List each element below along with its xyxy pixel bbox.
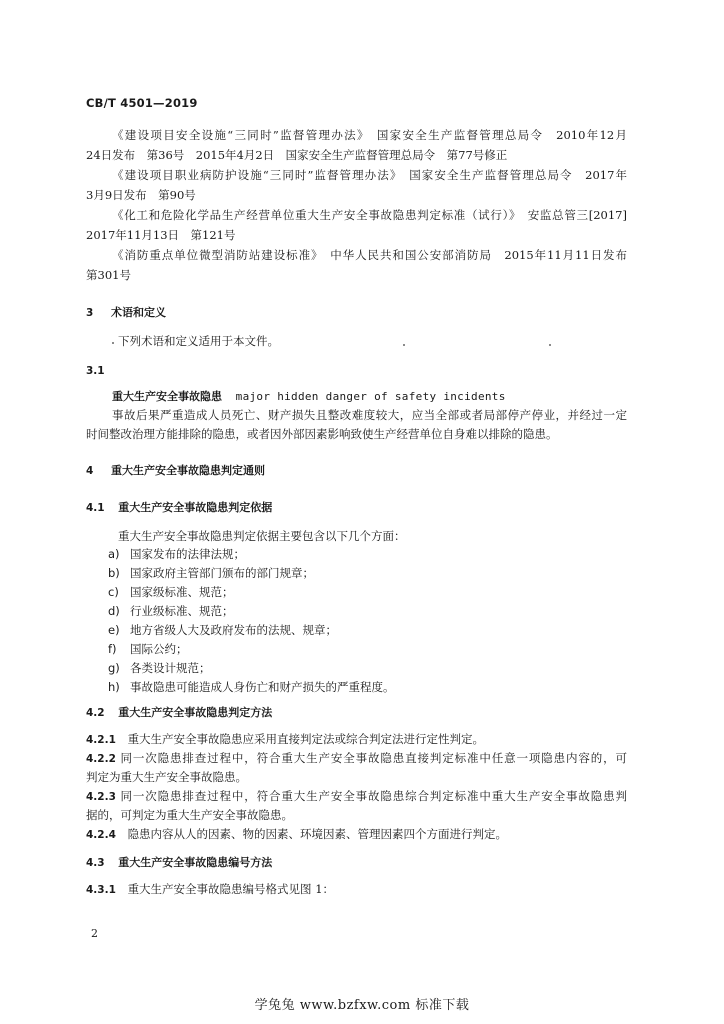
- list-item: [108, 583, 234, 602]
- clause-4-2-2-number: 4.2.2: [86, 753, 116, 765]
- clause-4-2-3-line1: [86, 787, 627, 807]
- list-text: 国家发布的法律法规；: [130, 547, 245, 561]
- clause-4-2-4: [86, 825, 507, 845]
- scan-speck: [549, 344, 551, 346]
- clause-4-3-1-number: 4.3.1: [86, 884, 116, 896]
- list-text: 国际公约；: [130, 642, 188, 656]
- term-english: major hidden danger of safety incidents: [235, 390, 506, 403]
- clause-4-2-3-text: 同一次隐患排查过程中，符合重大生产安全事故隐患综合判定标准中重大生产安全事故隐患判: [120, 789, 628, 803]
- section-4-heading: [86, 461, 265, 481]
- section-3-number: 3: [86, 307, 94, 319]
- list-marker: f): [108, 642, 117, 656]
- list-item: [108, 678, 395, 697]
- page-number: 2: [91, 927, 98, 940]
- section-3-title: 术语和定义: [110, 306, 166, 319]
- list-item: [108, 545, 245, 564]
- reference-1-line2: 24日发布 第36号 2015年4月2日 国家安全生产监督管理总局令 第77号修正: [86, 148, 508, 162]
- footer-watermark[interactable]: 学兔兔 www.bzfxw.com 标准下载: [254, 998, 470, 1013]
- standard-code: CB/T 4501—2019: [86, 96, 198, 110]
- list-text: 国家政府主管部门颁布的部门规章；: [130, 566, 314, 580]
- list-text: 国家级标准、规范；: [130, 585, 234, 599]
- list-marker: a): [108, 547, 120, 561]
- section-4-1-intro: 重大生产安全事故隐患判定依据主要包含以下几个方面：: [118, 529, 406, 543]
- term-definition-line1: 事故后果严重造成人员死亡、财产损失且整改难度较大，应当全部或者局部停产停业，并经过一定: [112, 408, 627, 422]
- section-4-1-title: 重大生产安全事故隐患判定依据: [118, 501, 273, 514]
- list-marker: b): [108, 566, 120, 580]
- section-4-2-number: 4.2: [86, 707, 105, 719]
- section-4-2-title: 重大生产安全事故隐患判定方法: [118, 706, 273, 719]
- scan-speck: [403, 344, 405, 346]
- clause-4-2-4-number: 4.2.4: [86, 829, 116, 841]
- list-marker: d): [108, 604, 120, 618]
- reference-1-line1: 《建设项目安全设施“三同时”监督管理办法》 国家安全生产监督管理总局令 2010年12月: [112, 128, 627, 142]
- list-marker: e): [108, 623, 120, 637]
- section-4-3-title: 重大生产安全事故隐患编号方法: [118, 856, 273, 869]
- term-heading: [112, 387, 506, 406]
- section-4-3-number: 4.3: [86, 857, 105, 869]
- list-marker: h): [108, 680, 120, 694]
- list-marker: g): [108, 661, 120, 675]
- list-item: [108, 659, 211, 678]
- clause-4-2-3-number: 4.2.3: [86, 791, 116, 803]
- clause-4-3-1-text: 重大生产安全事故隐患编号格式见图 1：: [127, 882, 335, 896]
- reference-4-line2: 第301号: [86, 268, 131, 282]
- reference-3-line2: 2017年11月13日 第121号: [86, 228, 236, 242]
- clause-4-2-3-line2: 据的，可判定为重大生产安全事故隐患。: [86, 808, 293, 822]
- reference-4-line1: 《消防重点单位微型消防站建设标准》 中华人民共和国公安部消防局 2015年11月11日发布: [112, 248, 627, 262]
- clause-4-2-2-line1: [86, 749, 627, 769]
- clause-4-2-4-text: 隐患内容从人的因素、物的因素、环境因素、管理因素四个方面进行判定。: [127, 827, 508, 841]
- clause-4-2-1-text: 重大生产安全事故隐患应采用直接判定法或综合判定法进行定性判定。: [127, 732, 485, 746]
- section-4-number: 4: [86, 465, 94, 477]
- clause-4-2-2-text: 同一次隐患排查过程中，符合重大生产安全事故隐患直接判定标准中任意一项隐患内容的，可: [120, 751, 628, 765]
- list-text: 地方省级人大及政府发布的法规、规章；: [130, 623, 337, 637]
- section-4-title: 重大生产安全事故隐患判定通则: [110, 464, 265, 477]
- section-3-heading: [86, 303, 166, 323]
- clause-4-3-1: [86, 880, 334, 900]
- section-4-2-heading: [86, 703, 272, 723]
- section-4-1-number: 4.1: [86, 502, 105, 514]
- list-item: [108, 621, 337, 640]
- reference-2-line2: 3月9日发布 第90号: [86, 188, 196, 202]
- clause-4-2-2-line2: 判定为重大生产安全事故隐患。: [86, 770, 247, 784]
- list-text: 行业级标准、规范；: [130, 604, 234, 618]
- section-4-1-heading: [86, 498, 272, 518]
- list-item: [108, 602, 234, 621]
- term-number: 3.1: [86, 365, 105, 377]
- list-item: [108, 564, 314, 583]
- list-text: 各类设计规范；: [130, 661, 211, 675]
- clause-4-2-1-number: 4.2.1: [86, 734, 116, 746]
- list-item: [108, 640, 188, 659]
- list-marker: c): [108, 585, 119, 599]
- section-3-intro: 下列术语和定义适用于本文件。: [118, 334, 279, 348]
- scan-speck: [112, 342, 114, 344]
- list-text: 事故隐患可能造成人身伤亡和财产损失的严重程度。: [130, 680, 395, 694]
- section-4-3-heading: [86, 853, 272, 873]
- term-definition-line2: 时间整改治理方能排除的隐患，或者因外部因素影响致使生产经营单位自身难以排除的隐患。: [86, 427, 558, 441]
- term-chinese: 重大生产安全事故隐患: [112, 390, 222, 403]
- clause-4-2-1: [86, 730, 484, 750]
- reference-3-line1: 《化工和危险化学品生产经营单位重大生产安全事故隐患判定标准（试行）》 安监总管三[2017]: [112, 208, 627, 222]
- reference-2-line1: 《建设项目职业病防护设施“三同时”监督管理办法》 国家安全生产监督管理总局令 2017年: [112, 168, 627, 182]
